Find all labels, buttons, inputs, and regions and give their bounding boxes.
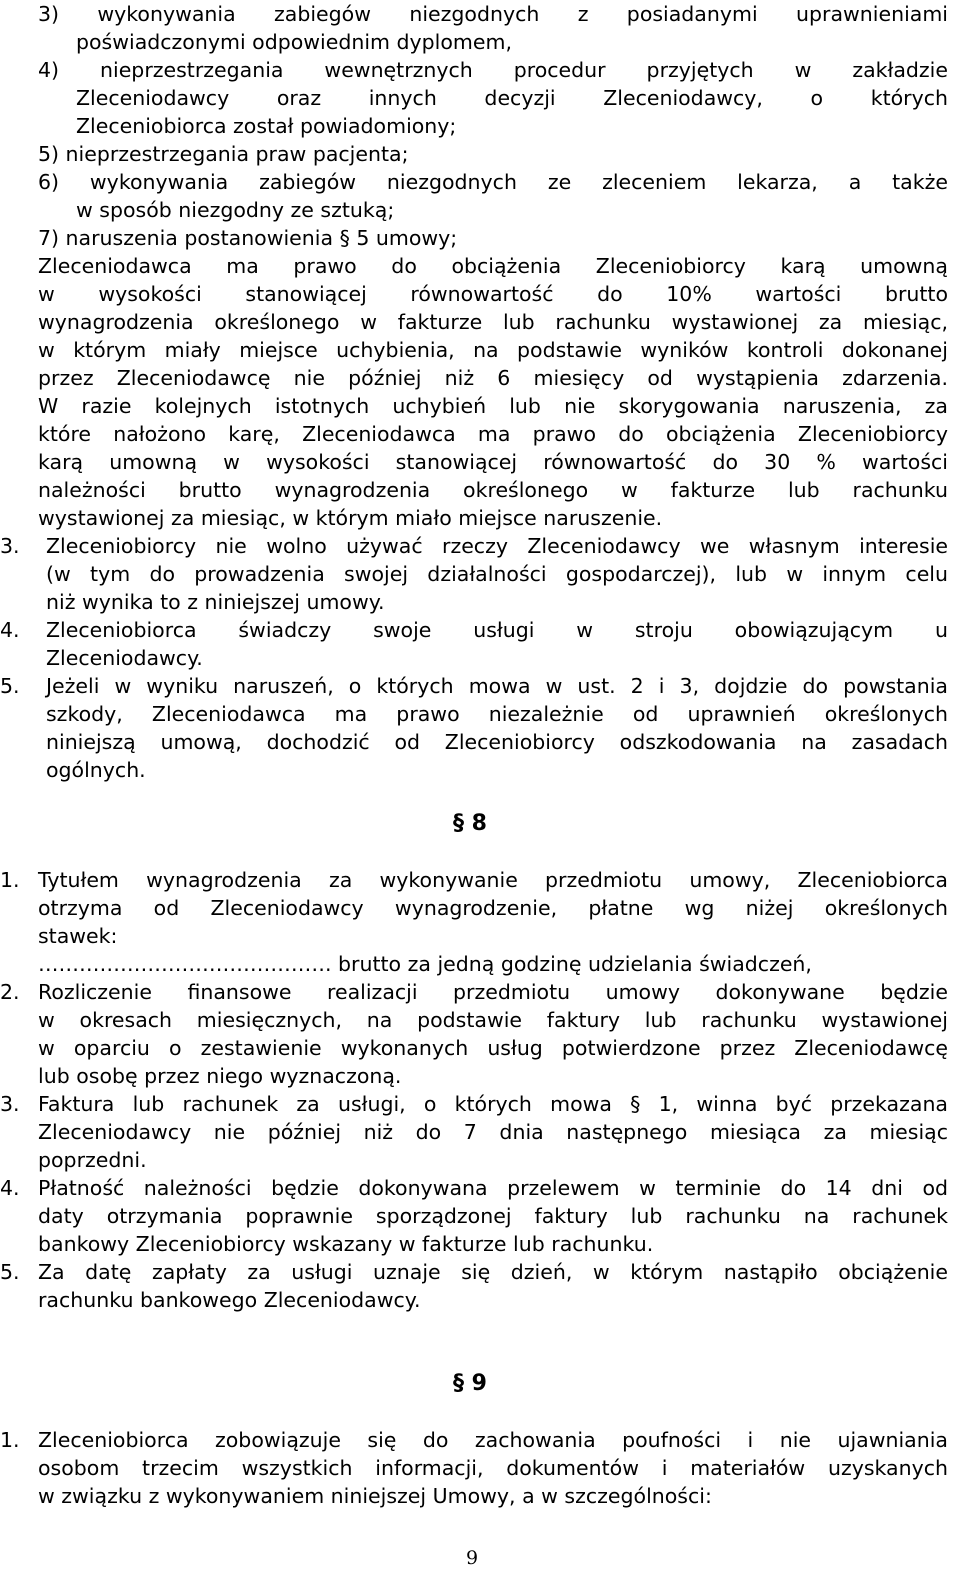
item-3-line-2: poświadczonymi odpowiednim dyplomem, xyxy=(76,30,512,54)
penalty-para-line-7: które nałożono karę, Zleceniodawca ma prawo do obciążenia Zleceniobiorcy xyxy=(38,422,948,446)
point-5-line-4: ogólnych. xyxy=(46,758,146,782)
s8-point-3-line-3: poprzedni. xyxy=(38,1148,147,1172)
section-8-heading: § 8 xyxy=(453,811,487,836)
item-3-line-1: 3) wykonywania zabiegów niezgodnych z posiadanymi uprawnieniami xyxy=(38,2,948,26)
s8-point-4-line-2: daty otrzymania poprawnie sporządzonej faktury lub rachunku na rachunek xyxy=(38,1204,948,1228)
s9-point-1-line-1: Zleceniobiorca zobowiązuje się do zachowania poufności i nie ujawniania xyxy=(38,1428,948,1452)
item-6-line-2: w sposób niezgodny ze sztuką; xyxy=(76,198,395,222)
page-number: 9 xyxy=(466,1547,479,1569)
point-4-number: 4. xyxy=(0,618,20,642)
penalty-para-line-10: wystawionej za miesiąc, w którym miało miejsce naruszenie. xyxy=(38,506,663,530)
item-6-line-1: 6) wykonywania zabiegów niezgodnych ze zleceniem lekarza, a także xyxy=(38,170,948,194)
section-9-heading: § 9 xyxy=(453,1371,487,1396)
item-4-line-3: Zleceniobiorca został powiadomiony; xyxy=(76,114,457,138)
item-7-line-1: 7) naruszenia postanowienia § 5 umowy; xyxy=(38,226,458,250)
s8-point-3-number: 3. xyxy=(0,1092,20,1116)
s8-point-5-line-1: Za datę zapłaty za usługi uznaje się dzień, w którym nastąpiło obciążenie xyxy=(38,1260,948,1284)
s8-point-1-line-1: Tytułem wynagrodzenia za wykonywanie przedmiotu umowy, Zleceniobiorca xyxy=(38,868,948,892)
s9-point-1-line-2: osobom trzecim wszystkich informacji, dokumentów i materiałów uzyskanych xyxy=(38,1456,948,1480)
s8-point-2-line-1: Rozliczenie finansowe realizacji przedmiotu umowy dokonywane będzie xyxy=(38,980,948,1004)
point-3-line-3: niż wynika to z niniejszej umowy. xyxy=(46,590,385,614)
penalty-para-line-2: w wysokości stanowiącej równowartość do 10% wartości brutto xyxy=(38,282,948,306)
penalty-para-line-8: karą umowną w wysokości stanowiącej równowartość do 30 % wartości xyxy=(38,450,948,474)
item-4-line-2: Zleceniodawcy oraz innych decyzji Zleceniodawcy, o których xyxy=(76,86,948,110)
s8-point-2-number: 2. xyxy=(0,980,20,1004)
s8-point-1-line-2: otrzyma od Zleceniodawcy wynagrodzenie, płatne wg niżej określonych xyxy=(38,896,948,920)
s8-point-3-line-1: Faktura lub rachunek za usługi, o których mowa § 1, winna być przekazana xyxy=(38,1092,948,1116)
penalty-para-line-5: przez Zleceniodawcę nie później niż 6 miesięcy od wystąpienia zdarzenia. xyxy=(38,366,948,390)
point-3-number: 3. xyxy=(0,534,20,558)
point-5-line-2: szkody, Zleceniodawca ma prawo niezależnie od uprawnień określonych xyxy=(46,702,948,726)
point-5-number: 5. xyxy=(0,674,20,698)
s8-point-2-line-4: lub osobę przez niego wyznaczoną. xyxy=(38,1064,402,1088)
penalty-para-line-6: W razie kolejnych istotnych uchybień lub nie skorygowania naruszenia, za xyxy=(38,394,948,418)
s8-point-5-number: 5. xyxy=(0,1260,20,1284)
item-5-line-1: 5) nieprzestrzegania praw pacjenta; xyxy=(38,142,409,166)
s8-point-4-line-1: Płatność należności będzie dokonywana przelewem w terminie do 14 dni od xyxy=(38,1176,948,1200)
point-3-line-1: Zleceniobiorcy nie wolno używać rzeczy Zleceniodawcy we własnym interesie xyxy=(46,534,948,558)
s8-rate-line: ……………………………………. brutto za jedną godzinę udzielania świadczeń, xyxy=(38,952,812,976)
penalty-para-line-3: wynagrodzenia określonego w fakturze lub rachunku wystawionej za miesiąc, xyxy=(38,310,948,334)
item-4-line-1: 4) nieprzestrzegania wewnętrznych procedur przyjętych w zakładzie xyxy=(38,58,948,82)
s8-point-1-line-3: stawek: xyxy=(38,924,118,948)
s9-point-1-line-3: w związku z wykonywaniem niniejszej Umowy, a w szczególności: xyxy=(38,1484,712,1508)
s8-point-1-number: 1. xyxy=(0,868,20,892)
s9-point-1-number: 1. xyxy=(0,1428,20,1452)
point-5-line-3: niniejszą umową, dochodzić od Zleceniobiorcy odszkodowania na zasadach xyxy=(46,730,948,754)
penalty-para-line-1: Zleceniodawca ma prawo do obciążenia Zleceniobiorcy karą umowną xyxy=(38,254,948,278)
s8-point-4-number: 4. xyxy=(0,1176,20,1200)
penalty-para-line-4: w którym miały miejsce uchybienia, na podstawie wyników kontroli dokonanej xyxy=(38,338,948,362)
s8-point-4-line-3: bankowy Zleceniobiorcy wskazany w fakturze lub rachunku. xyxy=(38,1232,654,1256)
point-4-line-1: Zleceniobiorca świadczy swoje usługi w stroju obowiązującym u xyxy=(46,618,948,642)
point-3-line-2: (w tym do prowadzenia swojej działalności gospodarczej), lub w innym celu xyxy=(46,562,948,586)
s8-point-5-line-2: rachunku bankowego Zleceniodawcy. xyxy=(38,1288,421,1312)
s8-point-2-line-3: w oparciu o zestawienie wykonanych usług potwierdzone przez Zleceniodawcę xyxy=(38,1036,948,1060)
s8-point-2-line-2: w okresach miesięcznych, na podstawie faktury lub rachunku wystawionej xyxy=(38,1008,948,1032)
s8-point-3-line-2: Zleceniodawcy nie później niż do 7 dnia następnego miesiąca za miesiąc xyxy=(38,1120,948,1144)
point-4-line-2: Zleceniodawcy. xyxy=(46,646,203,670)
point-5-line-1: Jeżeli w wyniku naruszeń, o których mowa w ust. 2 i 3, dojdzie do powstania xyxy=(46,674,948,698)
penalty-para-line-9: należności brutto wynagrodzenia określonego w fakturze lub rachunku xyxy=(38,478,948,502)
